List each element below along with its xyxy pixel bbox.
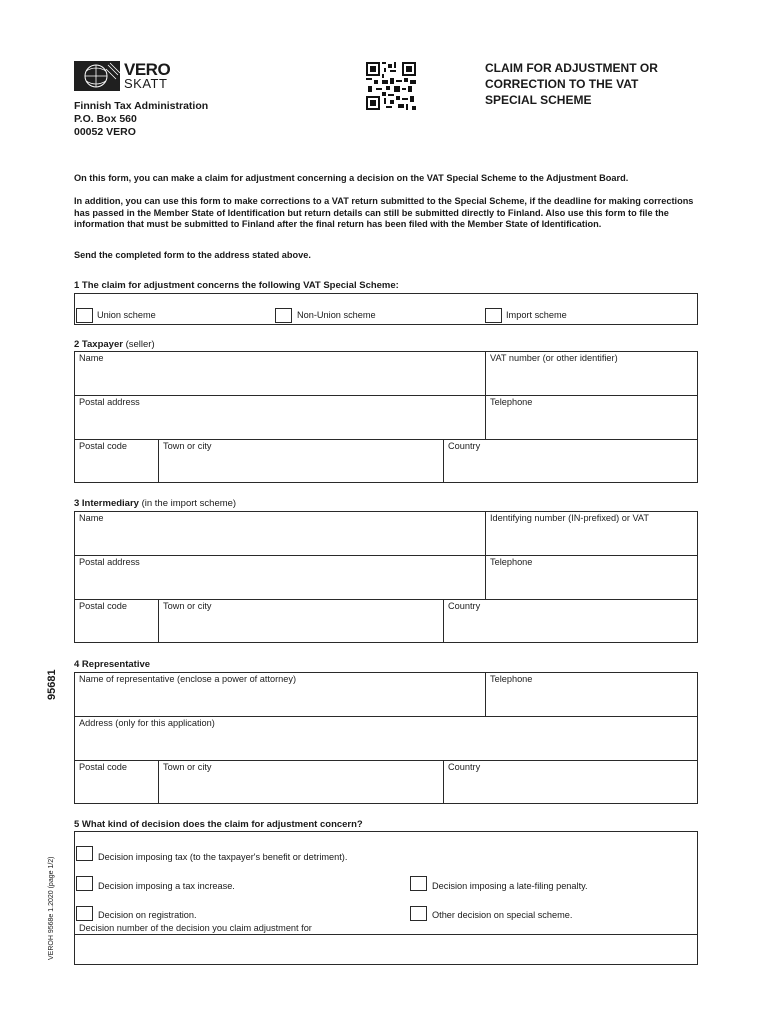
taxpayer-telephone-field[interactable] <box>486 410 697 438</box>
representative-postal-code-label: Postal code <box>79 762 128 772</box>
agency-name: Finnish Tax Administration <box>74 100 209 112</box>
decision-tax-increase-checkbox[interactable] <box>76 876 93 891</box>
representative-town-label: Town or city <box>163 762 212 772</box>
agency-city: 00052 VERO <box>74 126 136 138</box>
decision-tax-checkbox[interactable] <box>76 846 93 861</box>
taxpayer-name-label: Name <box>79 353 104 363</box>
union-scheme-checkbox[interactable] <box>76 308 93 323</box>
intermediary-town-label: Town or city <box>163 601 212 611</box>
decision-number-field[interactable] <box>75 936 697 964</box>
form-code: VEROH 9568e 1.2020 (page 1/2) <box>48 856 55 960</box>
decision-registration-label: Decision on registration. <box>98 910 197 920</box>
intermediary-telephone-label: Telephone <box>490 557 533 567</box>
taxpayer-vat-field[interactable] <box>486 366 697 394</box>
intro-paragraph-3: Send the completed form to the address stated above. <box>74 250 311 260</box>
intermediary-name-label: Name <box>79 513 104 523</box>
logo-text-vero: VERO <box>124 60 171 79</box>
section-2-title-note: (seller) <box>125 339 155 350</box>
title-line-1: CLAIM FOR ADJUSTMENT OR <box>485 61 658 75</box>
intermediary-town-field[interactable] <box>159 614 442 642</box>
section-3-title-text: 3 Intermediary <box>74 498 139 509</box>
section-5-title: 5 What kind of decision does the claim for adjustment concern? <box>74 819 363 830</box>
representative-country-field[interactable] <box>444 775 697 803</box>
taxpayer-vat-label: VAT number (or other identifier) <box>490 353 618 363</box>
taxpayer-address-field[interactable] <box>75 410 484 438</box>
decision-late-filing-label: Decision imposing a late-filing penalty. <box>432 881 588 891</box>
decision-late-filing-checkbox[interactable] <box>410 876 427 891</box>
representative-name-field[interactable] <box>75 687 484 715</box>
taxpayer-postal-code-label: Postal code <box>79 441 128 451</box>
taxpayer-name-field[interactable] <box>75 366 484 394</box>
intermediary-postal-code-field[interactable] <box>75 614 157 642</box>
representative-postal-code-field[interactable] <box>75 775 157 803</box>
agency-box: P.O. Box 560 <box>74 113 137 125</box>
representative-town-field[interactable] <box>159 775 442 803</box>
taxpayer-town-label: Town or city <box>163 441 212 451</box>
union-scheme-label: Union scheme <box>97 310 156 320</box>
form-title <box>485 60 700 108</box>
vero-skatt-logo <box>74 60 171 91</box>
representative-address-field[interactable] <box>75 731 697 759</box>
taxpayer-town-field[interactable] <box>159 454 442 482</box>
section-2-title-text: 2 Taxpayer <box>74 339 123 350</box>
section-1-box <box>74 293 698 325</box>
intro-paragraph-2: In addition, you can use this form to make corrections to a VAT return submitted to the Special Scheme, if the deadline for making corrections has passed in the Member State of Identification but return details can still be submitted directly to Finland. Also use this form to file the information that must be submitted to Finland after the final return has been filed with the Member State of Identification. <box>74 196 694 229</box>
decision-other-label: Other decision on special scheme. <box>432 910 573 920</box>
title-line-2: CORRECTION TO THE VAT <box>485 77 639 91</box>
intermediary-address-field[interactable] <box>75 570 484 598</box>
intermediary-country-label: Country <box>448 601 481 611</box>
intro-paragraph-1: On this form, you can make a claim for adjustment concerning a decision on the VAT Special Scheme to the Adjustment Board. <box>74 173 629 183</box>
intermediary-address-label: Postal address <box>79 557 140 567</box>
taxpayer-country-field[interactable] <box>444 454 697 482</box>
decision-number-label: Decision number of the decision you claim adjustment for <box>79 923 312 933</box>
representative-address-label: Address (only for this application) <box>79 718 215 728</box>
logo-text-skatt: SKATT <box>124 76 168 91</box>
representative-country-label: Country <box>448 762 481 772</box>
intermediary-id-label: Identifying number (IN-prefixed) or VAT <box>490 513 649 523</box>
agency-address <box>74 100 208 139</box>
decision-registration-checkbox[interactable] <box>76 906 93 921</box>
section-2-title <box>74 339 155 350</box>
decision-tax-increase-label: Decision imposing a tax increase. <box>98 881 235 891</box>
import-scheme-checkbox[interactable] <box>485 308 502 323</box>
title-line-3: SPECIAL SCHEME <box>485 93 592 107</box>
section-3-title <box>74 498 236 509</box>
non-union-scheme-label: Non-Union scheme <box>297 310 376 320</box>
section-3-title-note: (in the import scheme) <box>141 498 237 509</box>
intermediary-country-field[interactable] <box>444 614 697 642</box>
non-union-scheme-checkbox[interactable] <box>275 308 292 323</box>
representative-telephone-label: Telephone <box>490 674 533 684</box>
intermediary-telephone-field[interactable] <box>486 570 697 598</box>
taxpayer-postal-code-field[interactable] <box>75 454 157 482</box>
intermediary-postal-code-label: Postal code <box>79 601 128 611</box>
decision-other-checkbox[interactable] <box>410 906 427 921</box>
intermediary-id-field[interactable] <box>486 526 697 554</box>
taxpayer-telephone-label: Telephone <box>490 397 533 407</box>
decision-tax-label: Decision imposing tax (to the taxpayer's benefit or detriment). <box>98 852 348 862</box>
taxpayer-country-label: Country <box>448 441 481 451</box>
import-scheme-label: Import scheme <box>506 310 567 320</box>
form-number: 95681 <box>46 669 58 700</box>
taxpayer-address-label: Postal address <box>79 397 140 407</box>
intermediary-name-field[interactable] <box>75 526 484 554</box>
section-4-title: 4 Representative <box>74 659 151 670</box>
representative-name-label: Name of representative (enclose a power of attorney) <box>79 674 297 684</box>
representative-telephone-field[interactable] <box>486 687 697 715</box>
section-1-title: 1 The claim for adjustment concerns the following VAT Special Scheme: <box>74 280 399 291</box>
qr-code-icon <box>366 62 416 110</box>
